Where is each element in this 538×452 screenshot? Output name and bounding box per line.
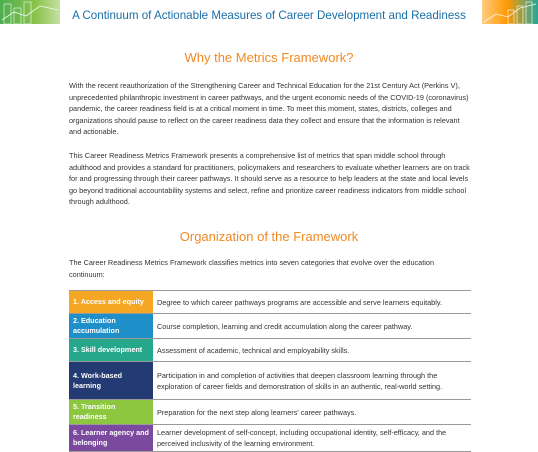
table-row <box>69 400 471 425</box>
category-label: 3. Skill development <box>69 339 153 362</box>
category-description: Learner development of self-concept, including occupational identity, self-efficacy, and the perceived inclusivity of the learning environment. <box>157 428 447 448</box>
category-label: 4. Work-based learning <box>69 362 153 400</box>
category-description: Assessment of academic, technical and employability skills. <box>157 345 350 355</box>
category-description: Preparation for the next step along learners' career pathways. <box>157 407 357 417</box>
category-description: Degree to which career pathways programs are accessible and serve learners equitably. <box>157 297 442 307</box>
table-row <box>69 291 471 314</box>
category-label: 2. Education accumulation <box>69 314 153 339</box>
table-row <box>69 362 471 400</box>
table-row <box>69 314 471 339</box>
section-heading-why: Why the Metrics Framework? <box>184 50 354 65</box>
table-row <box>69 425 471 452</box>
categories-table <box>69 290 471 452</box>
category-label: 5. Transition readiness <box>69 400 153 425</box>
document-title: A Continuum of Actionable Measures of Career Development and Readiness <box>72 9 466 22</box>
table-row <box>69 339 471 362</box>
paragraph-why-1: With the recent reauthorization of the Strengthening Career and Technical Education for the 21st Century Act (Perkins V), unprecedented philanthropic investment in career pathways, and the urgent economic needs of the COVID-19 (coronavirus) pandemic, the career readiness field is at a critical moment in time. To meet this moment, states, districts, colleges and organizations should pause to reflect on the career readiness data they collect and ensure that the information is relevant and actionable. <box>69 81 469 136</box>
category-description: Course completion, learning and credit accumulation along the career pathway. <box>157 321 413 331</box>
category-label: 1. Access and equity <box>69 291 153 314</box>
category-label: 6. Learner agency and belonging <box>69 425 153 452</box>
paragraph-organization-intro: The Career Readiness Metrics Framework classifies metrics into seven categories that evolve over the education continuum: <box>69 258 435 279</box>
category-description: Participation in and completion of activities that deepen classroom learning through the exploration of career fields and demonstration of skills in an authentic, real-world setting. <box>157 370 443 391</box>
section-heading-organization: Organization of the Framework <box>179 229 359 244</box>
paragraph-why-2: This Career Readiness Metrics Framework presents a comprehensive list of metrics that span middle school through adulthood and provides a standard for practitioners, policymakers and researchers to evaluate whether learners are on track for and progressing through their career pathways. It should serve as a resource to help leaders at the state and local levels go beyond traditional accountability systems and select, refine and prioritize career readiness indicators from middle school through adulthood. <box>69 151 470 206</box>
